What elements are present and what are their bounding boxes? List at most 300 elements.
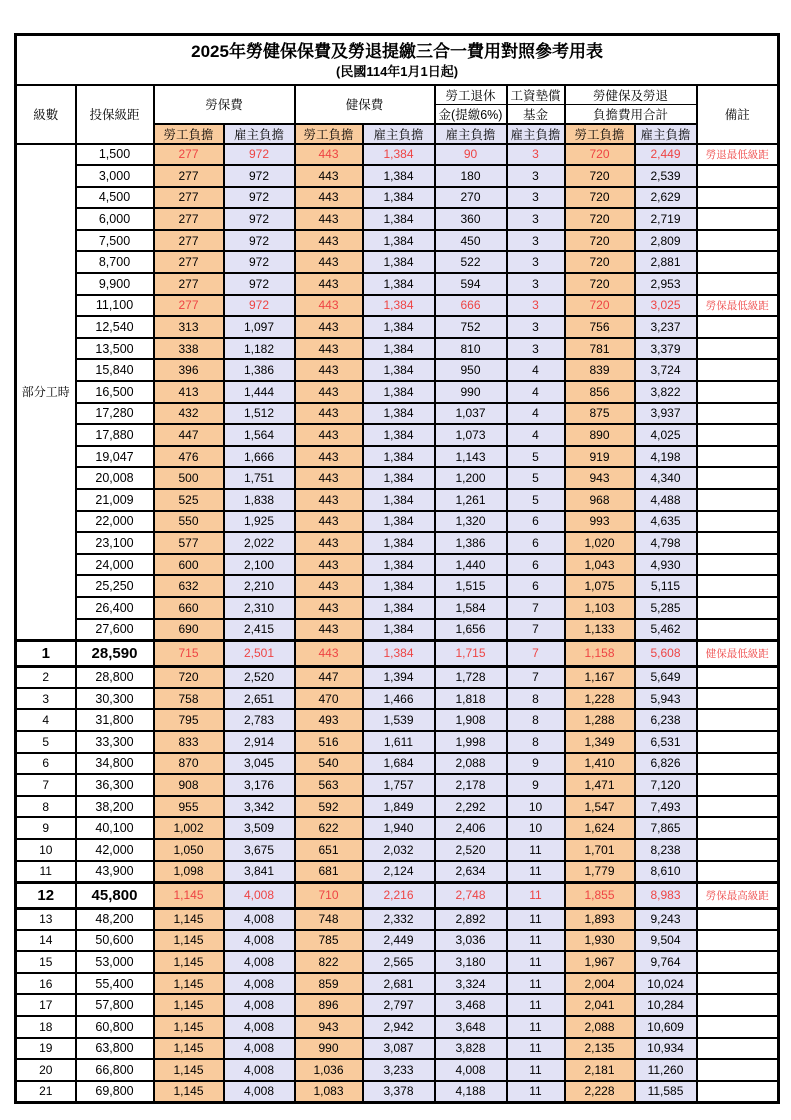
labor-ins-employee-cell: 476 [154, 446, 224, 468]
labor-ins-employer-cell: 1,512 [224, 403, 295, 425]
health-ins-employer-cell: 1,384 [363, 359, 435, 381]
col-header-bracket: 投保級距 [76, 85, 154, 144]
table-row [16, 1081, 779, 1103]
total-employee-cell: 1,043 [565, 554, 635, 576]
total-employee-cell: 875 [565, 403, 635, 425]
total-employee-cell: 1,167 [565, 666, 635, 688]
health-ins-employer-cell: 1,611 [363, 731, 435, 753]
total-employee-cell: 720 [565, 165, 635, 187]
table-row [16, 489, 779, 511]
labor-ins-employer-cell: 4,008 [224, 973, 295, 995]
level-cell: 3 [16, 688, 76, 710]
note-cell [697, 338, 779, 360]
pension-employer-cell: 2,520 [435, 839, 507, 861]
total-employee-cell: 1,624 [565, 817, 635, 839]
total-employer-cell: 4,488 [635, 489, 697, 511]
health-ins-employer-cell: 1,384 [363, 251, 435, 273]
total-employer-cell: 2,881 [635, 251, 697, 273]
bracket-cell: 25,250 [76, 575, 154, 597]
wage-fund-employer-cell: 3 [507, 295, 565, 317]
wage-fund-employer-cell: 11 [507, 839, 565, 861]
pension-employer-cell: 990 [435, 381, 507, 403]
note-cell [697, 817, 779, 839]
note-cell [697, 597, 779, 619]
health-ins-employer-cell: 1,384 [363, 619, 435, 641]
bracket-cell: 21,009 [76, 489, 154, 511]
total-employee-cell: 720 [565, 251, 635, 273]
note-cell [697, 861, 779, 883]
health-ins-employer-cell: 1,384 [363, 489, 435, 511]
bracket-cell: 9,900 [76, 273, 154, 295]
total-employer-cell: 3,025 [635, 295, 697, 317]
note-cell [697, 1081, 779, 1103]
col-header-note: 備註 [697, 85, 779, 144]
pension-employer-cell: 522 [435, 251, 507, 273]
health-ins-employee-cell: 1,083 [295, 1081, 363, 1103]
health-ins-employer-cell: 1,940 [363, 817, 435, 839]
total-employee-cell: 720 [565, 187, 635, 209]
wage-fund-employer-cell: 4 [507, 424, 565, 446]
labor-ins-employer-cell: 1,925 [224, 511, 295, 533]
total-employer-cell: 6,238 [635, 709, 697, 731]
subheader-health-employer: 雇主負擔 [363, 124, 435, 144]
total-employee-cell: 1,893 [565, 908, 635, 930]
labor-ins-employee-cell: 1,145 [154, 951, 224, 973]
total-employee-cell: 1,133 [565, 619, 635, 641]
labor-ins-employee-cell: 277 [154, 165, 224, 187]
labor-ins-employer-cell: 3,342 [224, 796, 295, 818]
col-header-wage-fund-line1: 工資墊償 [507, 85, 565, 105]
bracket-cell: 34,800 [76, 753, 154, 775]
labor-ins-employee-cell: 277 [154, 144, 224, 166]
bracket-cell: 17,880 [76, 424, 154, 446]
wage-fund-employer-cell: 4 [507, 359, 565, 381]
pension-employer-cell: 4,008 [435, 1059, 507, 1081]
table-row [16, 338, 779, 360]
wage-fund-employer-cell: 11 [507, 1081, 565, 1103]
health-ins-employer-cell: 2,942 [363, 1016, 435, 1038]
labor-ins-employer-cell: 4,008 [224, 930, 295, 952]
note-cell [697, 187, 779, 209]
health-ins-employer-cell: 1,384 [363, 316, 435, 338]
wage-fund-employer-cell: 7 [507, 666, 565, 688]
health-ins-employer-cell: 2,565 [363, 951, 435, 973]
wage-fund-employer-cell: 10 [507, 796, 565, 818]
note-cell [697, 424, 779, 446]
pension-employer-cell: 2,634 [435, 861, 507, 883]
pension-employer-cell: 752 [435, 316, 507, 338]
total-employee-cell: 781 [565, 338, 635, 360]
health-ins-employee-cell: 443 [295, 575, 363, 597]
table-row [16, 511, 779, 533]
total-employer-cell: 4,340 [635, 467, 697, 489]
labor-ins-employer-cell: 4,008 [224, 951, 295, 973]
health-ins-employee-cell: 443 [295, 467, 363, 489]
bracket-cell: 12,540 [76, 316, 154, 338]
note-cell [697, 1038, 779, 1060]
health-ins-employer-cell: 2,681 [363, 973, 435, 995]
total-employee-cell: 968 [565, 489, 635, 511]
labor-ins-employee-cell: 720 [154, 666, 224, 688]
health-ins-employee-cell: 710 [295, 882, 363, 908]
bracket-cell: 43,900 [76, 861, 154, 883]
table-row [16, 817, 779, 839]
pension-employer-cell: 2,088 [435, 753, 507, 775]
labor-ins-employer-cell: 3,045 [224, 753, 295, 775]
labor-ins-employer-cell: 1,564 [224, 424, 295, 446]
bracket-cell: 1,500 [76, 144, 154, 166]
level-cell: 5 [16, 731, 76, 753]
health-ins-employer-cell: 3,087 [363, 1038, 435, 1060]
total-employee-cell: 1,158 [565, 640, 635, 666]
pension-employer-cell: 666 [435, 295, 507, 317]
bracket-cell: 7,500 [76, 230, 154, 252]
labor-ins-employer-cell: 1,751 [224, 467, 295, 489]
health-ins-employee-cell: 443 [295, 338, 363, 360]
total-employer-cell: 10,284 [635, 994, 697, 1016]
note-cell [697, 316, 779, 338]
total-employer-cell: 2,809 [635, 230, 697, 252]
total-employee-cell: 1,967 [565, 951, 635, 973]
col-header-total-line1: 勞健保及勞退 [565, 85, 697, 105]
labor-ins-employee-cell: 715 [154, 640, 224, 666]
labor-ins-employee-cell: 1,002 [154, 817, 224, 839]
labor-ins-employee-cell: 690 [154, 619, 224, 641]
level-cell: 12 [16, 882, 76, 908]
pension-employer-cell: 810 [435, 338, 507, 360]
total-employer-cell: 9,764 [635, 951, 697, 973]
labor-ins-employer-cell: 972 [224, 295, 295, 317]
labor-ins-employee-cell: 432 [154, 403, 224, 425]
note-cell [697, 359, 779, 381]
health-ins-employee-cell: 443 [295, 403, 363, 425]
health-ins-employee-cell: 748 [295, 908, 363, 930]
bracket-cell: 19,047 [76, 446, 154, 468]
note-cell [697, 930, 779, 952]
table-row [16, 230, 779, 252]
pension-employer-cell: 2,178 [435, 774, 507, 796]
labor-ins-employee-cell: 277 [154, 295, 224, 317]
health-ins-employee-cell: 622 [295, 817, 363, 839]
health-ins-employer-cell: 2,332 [363, 908, 435, 930]
health-ins-employee-cell: 447 [295, 666, 363, 688]
labor-ins-employee-cell: 1,145 [154, 882, 224, 908]
pension-employer-cell: 3,036 [435, 930, 507, 952]
health-ins-employee-cell: 896 [295, 994, 363, 1016]
health-ins-employer-cell: 1,384 [363, 165, 435, 187]
wage-fund-employer-cell: 11 [507, 1059, 565, 1081]
labor-ins-employer-cell: 2,914 [224, 731, 295, 753]
table-row [16, 774, 779, 796]
pension-employer-cell: 1,200 [435, 467, 507, 489]
labor-ins-employee-cell: 1,050 [154, 839, 224, 861]
total-employee-cell: 1,075 [565, 575, 635, 597]
labor-ins-employer-cell: 4,008 [224, 994, 295, 1016]
health-ins-employee-cell: 443 [295, 165, 363, 187]
table-row [16, 930, 779, 952]
labor-ins-employer-cell: 3,509 [224, 817, 295, 839]
health-ins-employer-cell: 1,384 [363, 381, 435, 403]
pension-employer-cell: 3,648 [435, 1016, 507, 1038]
total-employee-cell: 839 [565, 359, 635, 381]
table-row [16, 424, 779, 446]
table-row [16, 709, 779, 731]
total-employer-cell: 4,198 [635, 446, 697, 468]
labor-ins-employee-cell: 632 [154, 575, 224, 597]
wage-fund-employer-cell: 11 [507, 861, 565, 883]
table-row [16, 165, 779, 187]
total-employee-cell: 890 [565, 424, 635, 446]
health-ins-employer-cell: 3,233 [363, 1059, 435, 1081]
labor-ins-employer-cell: 972 [224, 273, 295, 295]
labor-ins-employee-cell: 277 [154, 230, 224, 252]
total-employee-cell: 2,228 [565, 1081, 635, 1103]
col-header-pension-line1: 勞工退休 [435, 85, 507, 105]
note-cell [697, 1016, 779, 1038]
subheader-health-employee: 勞工負擔 [295, 124, 363, 144]
wage-fund-employer-cell: 6 [507, 554, 565, 576]
table-body [16, 144, 779, 1103]
note-cell [697, 467, 779, 489]
total-employer-cell: 8,610 [635, 861, 697, 883]
health-ins-employee-cell: 443 [295, 489, 363, 511]
table-row [16, 575, 779, 597]
wage-fund-employer-cell: 9 [507, 774, 565, 796]
health-ins-employee-cell: 443 [295, 446, 363, 468]
labor-ins-employer-cell: 3,841 [224, 861, 295, 883]
labor-ins-employee-cell: 955 [154, 796, 224, 818]
total-employer-cell: 3,937 [635, 403, 697, 425]
health-ins-employer-cell: 1,384 [363, 532, 435, 554]
level-cell: 21 [16, 1081, 76, 1103]
note-cell [697, 951, 779, 973]
labor-ins-employee-cell: 1,145 [154, 908, 224, 930]
bracket-cell: 36,300 [76, 774, 154, 796]
subheader-pension-employer: 雇主負擔 [435, 124, 507, 144]
labor-ins-employee-cell: 1,145 [154, 930, 224, 952]
note-cell [697, 575, 779, 597]
bracket-cell: 48,200 [76, 908, 154, 930]
total-employee-cell: 2,181 [565, 1059, 635, 1081]
bracket-cell: 26,400 [76, 597, 154, 619]
bracket-cell: 66,800 [76, 1059, 154, 1081]
health-ins-employee-cell: 651 [295, 839, 363, 861]
header-row-1 [16, 85, 779, 105]
total-employee-cell: 1,349 [565, 731, 635, 753]
health-ins-employer-cell: 1,384 [363, 597, 435, 619]
health-ins-employee-cell: 443 [295, 597, 363, 619]
health-ins-employer-cell: 1,384 [363, 575, 435, 597]
wage-fund-employer-cell: 3 [507, 316, 565, 338]
note-cell [697, 731, 779, 753]
pension-employer-cell: 594 [435, 273, 507, 295]
health-ins-employee-cell: 563 [295, 774, 363, 796]
labor-ins-employee-cell: 758 [154, 688, 224, 710]
health-ins-employee-cell: 443 [295, 295, 363, 317]
total-employer-cell: 2,629 [635, 187, 697, 209]
labor-ins-employee-cell: 396 [154, 359, 224, 381]
labor-ins-employer-cell: 2,415 [224, 619, 295, 641]
bracket-cell: 50,600 [76, 930, 154, 952]
note-cell [697, 753, 779, 775]
labor-ins-employer-cell: 972 [224, 251, 295, 273]
labor-ins-employer-cell: 972 [224, 165, 295, 187]
total-employer-cell: 6,531 [635, 731, 697, 753]
pension-employer-cell: 360 [435, 208, 507, 230]
total-employee-cell: 2,004 [565, 973, 635, 995]
labor-ins-employer-cell: 4,008 [224, 1038, 295, 1060]
table-row [16, 359, 779, 381]
health-ins-employer-cell: 2,216 [363, 882, 435, 908]
total-employee-cell: 1,855 [565, 882, 635, 908]
wage-fund-employer-cell: 11 [507, 994, 565, 1016]
labor-ins-employee-cell: 660 [154, 597, 224, 619]
bracket-cell: 13,500 [76, 338, 154, 360]
health-ins-employee-cell: 443 [295, 273, 363, 295]
col-header-pension-line2: 金(提繳6%) [435, 104, 507, 124]
labor-ins-employee-cell: 277 [154, 251, 224, 273]
health-ins-employer-cell: 1,394 [363, 666, 435, 688]
labor-ins-employee-cell: 1,098 [154, 861, 224, 883]
col-header-health-insurance: 健保費 [295, 85, 435, 124]
total-employer-cell: 2,449 [635, 144, 697, 166]
note-cell [697, 908, 779, 930]
total-employer-cell: 7,120 [635, 774, 697, 796]
table-row [16, 597, 779, 619]
pension-employer-cell: 1,728 [435, 666, 507, 688]
health-ins-employee-cell: 443 [295, 619, 363, 641]
total-employee-cell: 1,228 [565, 688, 635, 710]
labor-ins-employee-cell: 577 [154, 532, 224, 554]
table-row [16, 144, 779, 166]
health-ins-employer-cell: 1,384 [363, 187, 435, 209]
bracket-cell: 57,800 [76, 994, 154, 1016]
wage-fund-employer-cell: 3 [507, 230, 565, 252]
table-row [16, 273, 779, 295]
pension-employer-cell: 1,261 [435, 489, 507, 511]
bracket-cell: 45,800 [76, 882, 154, 908]
pension-employer-cell: 1,073 [435, 424, 507, 446]
pension-employer-cell: 1,715 [435, 640, 507, 666]
labor-ins-employer-cell: 972 [224, 187, 295, 209]
note-cell [697, 230, 779, 252]
labor-ins-employer-cell: 972 [224, 230, 295, 252]
table-subtitle: (民國114年1月1日起) [336, 63, 459, 79]
health-ins-employer-cell: 1,757 [363, 774, 435, 796]
table-row [16, 951, 779, 973]
total-employee-cell: 720 [565, 273, 635, 295]
total-employee-cell: 1,410 [565, 753, 635, 775]
total-employer-cell: 5,649 [635, 666, 697, 688]
health-ins-employee-cell: 443 [295, 424, 363, 446]
wage-fund-employer-cell: 3 [507, 165, 565, 187]
table-row [16, 295, 779, 317]
total-employer-cell: 10,934 [635, 1038, 697, 1060]
health-ins-employee-cell: 443 [295, 208, 363, 230]
labor-ins-employer-cell: 2,501 [224, 640, 295, 666]
labor-ins-employee-cell: 277 [154, 273, 224, 295]
labor-ins-employer-cell: 1,444 [224, 381, 295, 403]
level-cell: 10 [16, 839, 76, 861]
labor-ins-employer-cell: 3,675 [224, 839, 295, 861]
total-employee-cell: 720 [565, 208, 635, 230]
table-row [16, 666, 779, 688]
total-employer-cell: 2,539 [635, 165, 697, 187]
wage-fund-employer-cell: 8 [507, 688, 565, 710]
table-row [16, 251, 779, 273]
note-cell [697, 165, 779, 187]
wage-fund-employer-cell: 7 [507, 640, 565, 666]
labor-ins-employer-cell: 1,666 [224, 446, 295, 468]
pension-employer-cell: 1,440 [435, 554, 507, 576]
labor-ins-employee-cell: 1,145 [154, 1038, 224, 1060]
pension-employer-cell: 1,037 [435, 403, 507, 425]
title-row [16, 35, 779, 85]
group-label-part-time: 部分工時 [16, 144, 76, 641]
health-ins-employer-cell: 2,032 [363, 839, 435, 861]
bracket-cell: 6,000 [76, 208, 154, 230]
wage-fund-employer-cell: 4 [507, 403, 565, 425]
health-ins-employer-cell: 1,849 [363, 796, 435, 818]
pension-employer-cell: 90 [435, 144, 507, 166]
health-ins-employee-cell: 516 [295, 731, 363, 753]
table-row [16, 467, 779, 489]
table-row [16, 839, 779, 861]
labor-ins-employer-cell: 4,008 [224, 1059, 295, 1081]
wage-fund-employer-cell: 11 [507, 908, 565, 930]
labor-ins-employee-cell: 833 [154, 731, 224, 753]
pension-employer-cell: 1,320 [435, 511, 507, 533]
wage-fund-employer-cell: 3 [507, 251, 565, 273]
pension-employer-cell: 1,818 [435, 688, 507, 710]
labor-ins-employer-cell: 2,520 [224, 666, 295, 688]
total-employer-cell: 4,635 [635, 511, 697, 533]
total-employer-cell: 11,260 [635, 1059, 697, 1081]
labor-ins-employee-cell: 413 [154, 381, 224, 403]
wage-fund-employer-cell: 7 [507, 597, 565, 619]
labor-ins-employee-cell: 447 [154, 424, 224, 446]
labor-ins-employer-cell: 972 [224, 144, 295, 166]
health-ins-employee-cell: 443 [295, 251, 363, 273]
bracket-cell: 30,300 [76, 688, 154, 710]
total-employer-cell: 8,238 [635, 839, 697, 861]
wage-fund-employer-cell: 6 [507, 575, 565, 597]
note-cell [697, 554, 779, 576]
note-cell [697, 666, 779, 688]
level-cell: 6 [16, 753, 76, 775]
table-row [16, 861, 779, 883]
col-header-total-line2: 負擔費用合計 [565, 104, 697, 124]
note-cell [697, 774, 779, 796]
health-ins-employer-cell: 1,384 [363, 511, 435, 533]
table-row [16, 908, 779, 930]
pension-employer-cell: 3,828 [435, 1038, 507, 1060]
level-cell: 20 [16, 1059, 76, 1081]
table-row [16, 619, 779, 641]
table-row [16, 208, 779, 230]
health-ins-employer-cell: 1,384 [363, 295, 435, 317]
level-cell: 9 [16, 817, 76, 839]
bracket-cell: 42,000 [76, 839, 154, 861]
labor-ins-employer-cell: 4,008 [224, 882, 295, 908]
note-cell [697, 688, 779, 710]
bracket-cell: 40,100 [76, 817, 154, 839]
note-cell [697, 839, 779, 861]
pension-employer-cell: 1,998 [435, 731, 507, 753]
table-row [16, 532, 779, 554]
total-employee-cell: 993 [565, 511, 635, 533]
total-employer-cell: 2,953 [635, 273, 697, 295]
